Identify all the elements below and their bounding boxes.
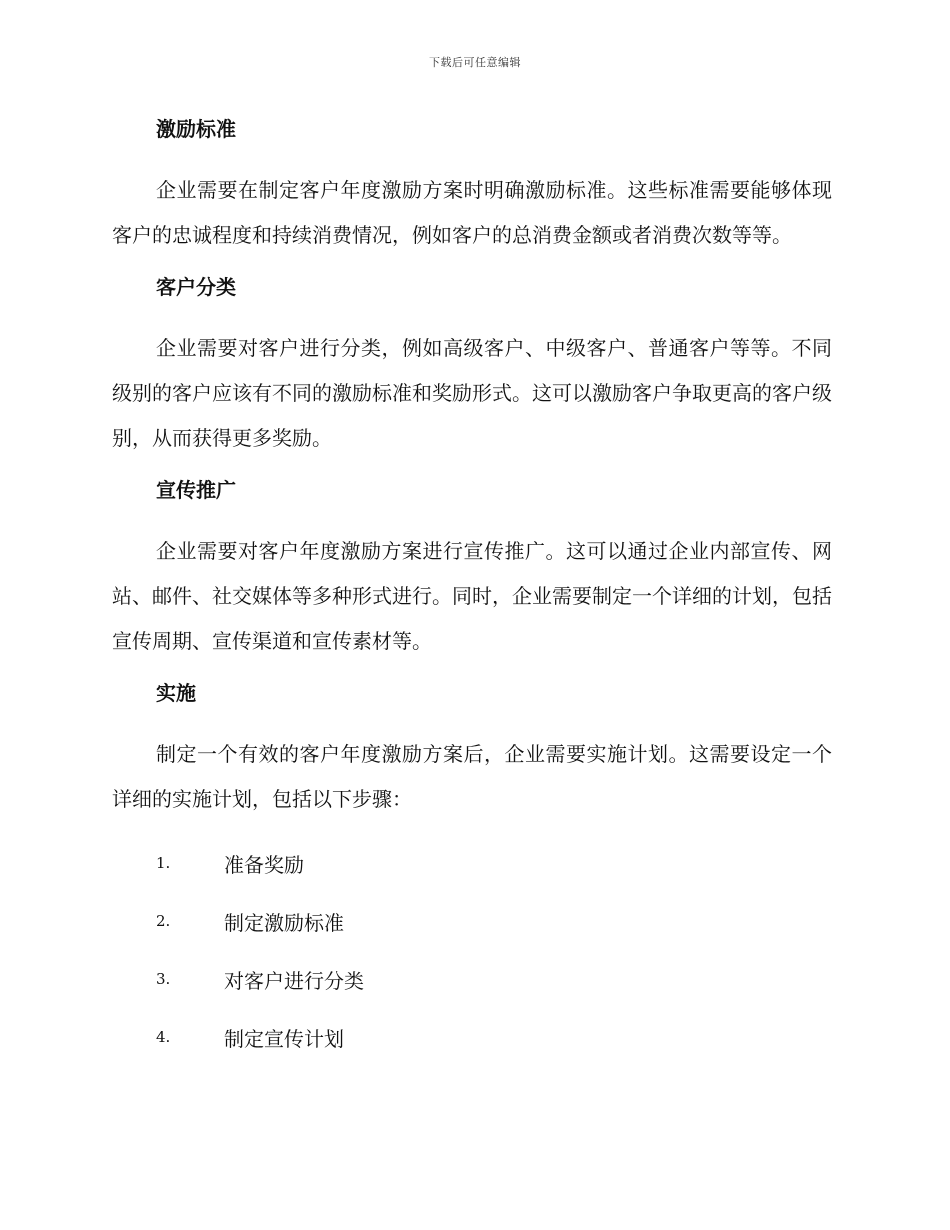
list-item-text: 准备奖励: [224, 852, 304, 877]
list-item: [112, 892, 832, 950]
section-heading: 激励标准: [156, 117, 236, 141]
list-item-text: 制定宣传计划: [224, 1026, 344, 1051]
header-note: 下载后可任意编辑: [429, 56, 521, 69]
list-item: [112, 950, 832, 1008]
section-paragraph: 企业需要在制定客户年度激励方案时明确激励标准。这些标准需要能够体现客户的忠诚程度和持续消费情况，例如客户的总消费金额或者消费次数等等。: [112, 178, 832, 247]
list-item-number: 2.: [156, 912, 171, 930]
section-heading: 宣传推广: [156, 478, 236, 502]
list-item: [112, 1008, 832, 1066]
section-promotion: [112, 473, 832, 664]
list-item-text: 制定激励标准: [224, 910, 344, 935]
list-item-text: 对客户进行分类: [224, 968, 364, 993]
document-body: [112, 112, 832, 1066]
implementation-steps-list: [112, 834, 832, 1066]
section-heading: 实施: [156, 681, 196, 705]
list-item-number: 1.: [156, 854, 171, 872]
section-paragraph: 企业需要对客户年度激励方案进行宣传推广。这可以通过企业内部宣传、网站、邮件、社交媒体等多种形式进行。同时，企业需要制定一个详细的计划，包括宣传周期、宣传渠道和宣传素材等。: [112, 539, 832, 653]
section-paragraph: 制定一个有效的客户年度激励方案后，企业需要实施计划。这需要设定一个详细的实施计划，包括以下步骤：: [112, 742, 832, 811]
section-customer-classification: [112, 270, 832, 461]
list-item-number: 4.: [156, 1028, 171, 1046]
section-incentive-standard: [112, 112, 832, 258]
list-item: [112, 834, 832, 892]
section-implementation: [112, 676, 832, 1066]
section-paragraph: 企业需要对客户进行分类，例如高级客户、中级客户、普通客户等等。不同级别的客户应该有不同的激励标准和奖励形式。这可以激励客户争取更高的客户级别，从而获得更多奖励。: [112, 336, 832, 450]
section-heading: 客户分类: [156, 275, 236, 299]
list-item-number: 3.: [156, 970, 171, 988]
